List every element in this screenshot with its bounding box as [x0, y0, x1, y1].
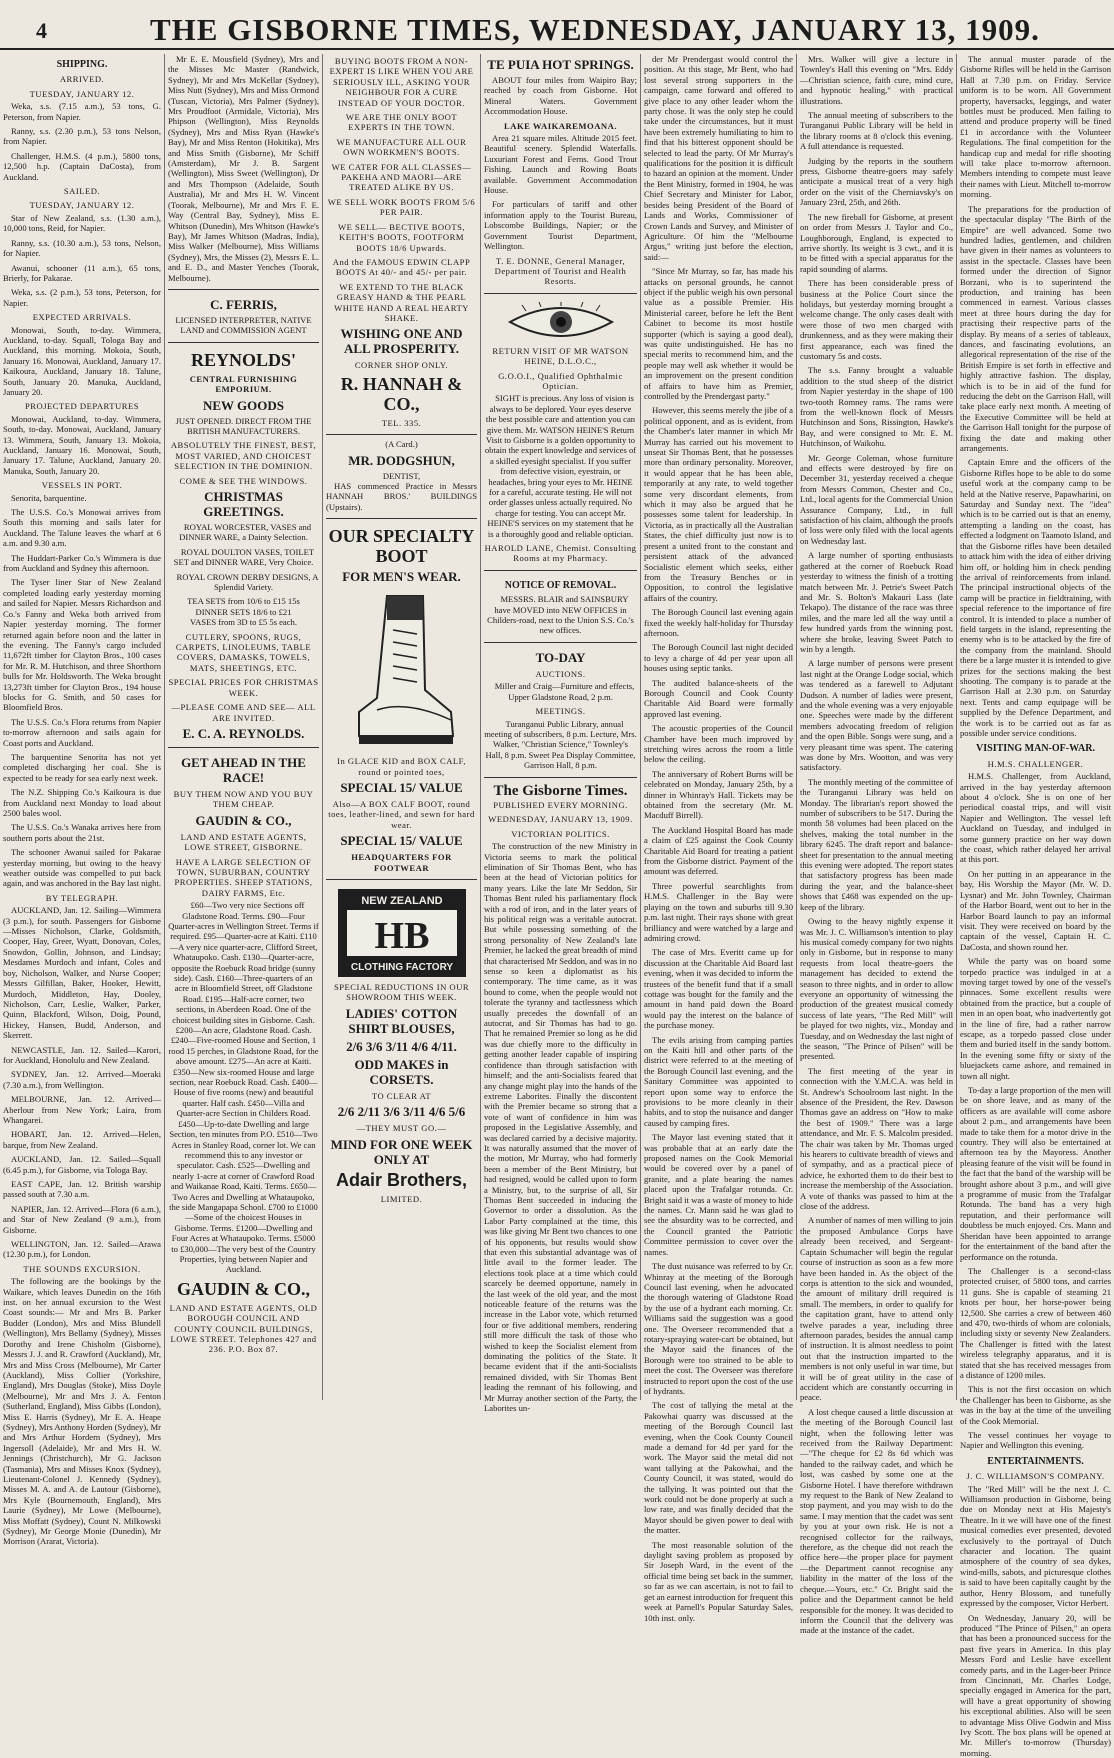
paragraph: Judging by the reports in the southern press, Gisborne theatre-goers may safely anticipate a musical treat of a very high order on the visit of the Cherniavsky's on January 23rd, 25th, and 26th.: [800, 156, 953, 208]
boot-specialty-ad: [326, 518, 477, 873]
ad-heading: C. FERRIS,: [168, 297, 319, 312]
ad-text: Area 21 square miles. Altitude 2015 feet. Beautiful scenery. Splendid Waterfalls. Luxuriant Forest and Ferns. Good Trout Fishing. Launch and Rowing Boats available. Government Accommodation House.: [484, 133, 637, 195]
ad-heading: Adair Brothers,: [326, 1170, 477, 1190]
boot-ad-text: WE CATER FOR ALL CLASSES—PAKEHA AND MAORI—ARE TREATED ALIKE BY US.: [326, 162, 477, 193]
ad-text: COME & SEE THE WINDOWS.: [168, 476, 319, 486]
paragraph: Mr E. E. Mousfield (Sydney), Mrs and the Misses Mc Master (Randwick, Sydney), Mr and Mrs McKellar (Sydney), Miss Nutt (Sydney), Mrs and Miss Ormond (Tuscan, Victoria), Mrs Palmer (Sydney), Mrs Proudfoot (Armidale, Victoria), Mrs Phipson (Wellington), Miss Reynolds (Sydney), Mrs and Miss Ryan (Hawke's Bay), Mr and Miss Renton (Hokitika), Mrs and Miss Smith (Gisborne), Mr Schiff (Amsterdam), Mr J. B. Sargent (Wellington), Miss Sweet (Wellington), Dr and Mrs Thompson (Adelaide, South Australia), Mr and Mrs H. W. Vincent (Toorak, Melbourne), Mr and Mrs F. E. Way (Central Bay, Sydney), Miss E. Whitson (Dunedin), Mrs Whitson (Hawke's Bay), Mr James Whitson (Madras, India), Miss Walker (Melbourne), Miss Williams (Sydney), Mrs, the Misses (2), Messrs E. L. and E. D., and Master Yenches (Toorak, Melbourne).: [168, 54, 319, 283]
ad-text: ROYAL DOULTON VASES, TOILET SET and DINNER WARE, Very Choice.: [168, 547, 319, 568]
paragraph: A lost cheque caused a little discussion at the meeting of the Borough Council last night, when the following letter was received from the Railway Department:—"The cheque for £2 8s 6d which was handed to the railway cadet, and which he lost, was cashed by some one at the Gisborne Hotel. I have therefore withdrawn my request to the Bank of New Zealand to stop payment, and you may wish to do the same. I may mention that the cadet was sent by you at your own risk. He is not a recognised collector for the railways, therefore, as the cheque did not reach the office here—the proper place for payment—the Department cannot recognise any liability in the matter of the loss of the cheque.—Yours, etc." Cr. Bright said the police and the Department cannot be held responsible for the money. It was decided to inform the Council that the delivery was made at the instance of the cadet.: [800, 1407, 953, 1636]
reynolds-ad: [168, 342, 319, 741]
paragraph: The audited balance-sheets of the Borough Council and Cook County Charitable Aid Board were formally approved last evening.: [644, 678, 793, 720]
listing-text: Turanganui Public Library, annual meeting of subscribers, 8 p.m. Lecture, Mrs. Walker, "Christian Science," Townley's Hall, 8 p.m. Sweet Pea Display Committee, Garrison Hall, 8 p.m.: [484, 719, 637, 771]
column-local-news-1: [641, 54, 796, 1402]
editorial-subtitle: PUBLISHED EVERY MORNING.: [484, 800, 637, 810]
paragraph: WELLINGTON, Jan. 12. Sailed—Arawa (12.30 p.m.), for London.: [3, 1239, 161, 1260]
section-heading: SHIPPING.: [3, 60, 161, 70]
ad-heading: E. C. A. REYNOLDS.: [168, 726, 319, 741]
paragraph: The anniversary of Robert Burns will be celebrated on Monday, January 25th, by a dinner in Whinray's Hall. Tickets may be obtained from the secretary (Mr. M. Macduff Birrell).: [644, 769, 793, 821]
ad-text: G.O.O.I., Qualified Ophthalmic Optician.: [484, 371, 637, 392]
paragraph: HOBART, Jan. 12. Arrived—Helen, barque, from New Zealand.: [3, 1129, 161, 1150]
ad-text: BUY THEM NOW AND YOU BUY THEM CHEAP.: [168, 789, 319, 810]
paragraph: The Borough Council last evening again fixed the weekly half-holiday for Thursday afternoon.: [644, 607, 793, 638]
ad-text: HAVE A LARGE SELECTION OF TOWN, SUBURBAN, COUNTRY PROPERTIES. SHEEP STATIONS, DAIRY FARMS, Etc.: [168, 857, 319, 899]
paragraph: EAST CAPE, Jan. 12. British warship passed south at 7.30 a.m.: [3, 1179, 161, 1200]
listing-subheading: AUCTIONS.: [484, 669, 637, 679]
paragraph: Weka, s.s. (2 p.m.), 53 tons, Peterson, for Napier.: [3, 287, 161, 308]
paragraph: The case of Mrs. Everitt came up for discussion at the Charitable Aid Board last evening, when it was decided to inform the trustees of the benefit fund that if a small cottage was bought for the family and the amount in hand paid down the Board would pay the interest on the balance of the purchase money.: [644, 947, 793, 1030]
paragraph: The U.S.S. Co.'s Monowai arrives from South this morning and sails later for Auckland. The Talune leaves the wharf at 6 a.m. and 9.30 a.m.: [3, 507, 161, 549]
ad-subheading: FOR MEN'S WEAR.: [326, 569, 477, 584]
column-notices-editorial: [481, 54, 640, 1402]
subheading: EXPECTED ARRIVALS.: [3, 312, 161, 322]
paragraph: The barquentine Senorita has not yet completed discharging her coal. She is expected to be ready for sea early next week.: [3, 752, 161, 783]
ad-signature: T. E. DONNE, General Manager, Department of Tourist and Health Resorts.: [484, 256, 637, 287]
boot-ad-text: WE ARE THE ONLY BOOT EXPERTS IN THE TOWN.: [326, 112, 477, 133]
boot-ad-text: WE MANUFACTURE ALL OUR OWN WORKMEN'S BOOTS.: [326, 137, 477, 158]
subheading: J. C. WILLIAMSON'S COMPANY.: [960, 1471, 1111, 1481]
paragraph: This is not the first occasion on which the Challenger has been to Gisborne, as she was in the bay at the time of the unveiling of the Cook Memorial.: [960, 1384, 1111, 1426]
clothing-factory-ad: [326, 879, 477, 1204]
paragraph: On Wednesday, January 20, will be produced "The Prince of Pilsen," an opera that has been a pronounced success for the past five years in America. In this play Messrs Ford and Leslie have excellent comedy parts, and in the Lager-beer Prince from Cincinnati, Mr. Charles Lodge, specially engaged in America for the part, will have a great opportunity of showing his exceptional abilities. Also will be seen to advantage Miss Olive Godwin and Miss Ivy Scott. The box plans will be opened at Mr. Miller's to-morrow (Thursday) morning.: [960, 1613, 1111, 1758]
paragraph: The "Red Mill" will be the next J. C. Williamson production in Gisborne, being due on Monday next at His Majesty's Theatre. In it we will have one of the finest musical comedies ever presented, devoted exclusively to the portrayal of Dutch character and location. The quaint atmosphere of the country of sea dykes, wind-mills, sabots, and picturesque clothes is said to have been capitally caught by the author, Henry Blossom, and tunefully expressed by the composer, Victor Herbert.: [960, 1484, 1111, 1609]
paragraph: The vessel continues her voyage to Napier and Wellington this evening.: [960, 1430, 1111, 1451]
editorial-nameplate: [484, 777, 637, 825]
paragraph: To-day a large proportion of the men will be on shore leave, and as many of the officers as are available will come ashore about 2 p.m., and arrangements have been made to take them for a motor drive in the country. They will also be entertained at afternoon tea by the Mayoress. Another pleasing feature of the visit will be found in the fact that the band of the warship will be brought ashore about 3 p.m., and will give a programme of music from the Trafalgar Rotunda. The band has a very high reputation, and their performance will doubtless be much enjoyed. Crs. Mann and Sheridan have been appointed to arrange for the entertainment of the band after the performance on the rotunda.: [960, 1085, 1111, 1262]
paragraph: Weka, s.s. (7.15 a.m.), 53 tons, G. Peterson, from Napier.: [3, 101, 161, 122]
ad-price: TEA SETS from 10/6 to £15 15s: [168, 596, 319, 606]
logo-monogram: HB: [374, 915, 429, 957]
paragraph: A large number of persons were present last night at the Orange Lodge social, which was tendered as a farewell to Adjutant Dudson. A number of ladies were present, and the whole evening was a very enjoyable one. Speeches were made by the different members advocating freedom of religion and the open Bible. Songs were sung, and a very pleasant time was spent. The catering was done by Mrs. Wootton, and was very satisfactory.: [800, 658, 953, 772]
ad-text: In GLACE KID and BOX CALF, round or pointed toes,: [326, 756, 477, 777]
ad-text: SPECIAL REDUCTIONS IN OUR SHOWROOM THIS WEEK.: [326, 982, 477, 1003]
paragraph: There has been considerable press of business at the Police Court since the holidays, but yesterday morning brought a welcome change. The only cases dealt with were those of two men charged with drunkenness, and as they were making their first appearance, each was fined the customary 5s and costs.: [800, 278, 953, 361]
paragraph: The U.S.S. Co.'s Flora returns from Napier to-morrow afternoon and sails again for Coast ports and Auckland.: [3, 717, 161, 748]
paragraph: The dust nuisance was referred to by Cr. Whinray at the meeting of the Borough Council last evening, when he advocated the thorough watering of Gladstone Road by the use of a hydrant each morning. Cr. Williams said the suggestion was a good one. The Overseer recommended that a rotary-spraying water-cart be obtained, but the Mayor said the finances of the Borough were too strained to be able to meet the cost. The Overseer was therefore instructed to report upon the cost of the use of hydrants.: [644, 1261, 793, 1396]
ad-listing: £60—Two very nice Sections off Gladstone Road. Terms. £90—Four Quarter-acres in Wellington Street. Terms if required. £95—Quarter-acre at Kaiti. £110—A very nice quarter-acre, Clifford Street, Whataupoko. Cash. £130—Quarter-acre, opposite the Roebuck Road bridge (sunny side). Cash. £160—Three-quarters of an acre in Bloomfield Street, off Gladstone Road. £195—Half-acre corner, two sections, in Aberdeen Road. One of the choicest building sites in Gisborne. Cash. £200—An acre, Gladstone Road. Cash. £240—Five-roomed House and Section, 1 rood 15 perches, in Gladstone Road, for the above amount. £275—An acre at Kaiti. £350—New six-roomed House and large section, near Roebuck Road. Cash. £400—House of five rooms (new) and beautiful quarter. Half cash. £450—Villa and Quarter-acre Section in Childers Road. £450—Up-to-date Dwelling and large Section, ten minutes from P.O. £510—Two Acres in Stanley Road, corner lot. We can recommend this to any investor or speculator. Cash. £525—Dwelling and nearly 1-acre at corner of Crawford Road and Waikanae Road, Kaiti. Terms. £650—Two Acres and Dwelling at Whataupoko, the side Mangapapa School. £700 to £1000—Some of the choicest Houses in Gisborne. Terms. £1200—Dwelling and Four Acres at Whataupoko. Terms. £5000 to £30,000—The very best of the Country Properties, lying between Napier and Auckland.: [168, 900, 319, 1275]
ad-heading: CHRISTMAS GREETINGS.: [168, 489, 319, 519]
paragraph: Senorita, barquentine.: [3, 493, 161, 503]
ad-heading: GET AHEAD IN THE RACE!: [168, 755, 319, 785]
ad-heading: LAKE WAIKAREMOANA.: [484, 121, 637, 131]
notice-text: MESSRS. BLAIR and SAINSBURY have MOVED into NEW OFFICES in Childers-road, next to the Union S.S. Co.'s new offices.: [484, 594, 637, 636]
paragraph: SYDNEY, Jan. 12. Arrived—Moeraki (7.30 a.m.), from Wellington.: [3, 1069, 161, 1090]
editorial-title: The Gisborne Times.: [484, 786, 637, 796]
ad-price: SPECIAL 15/ VALUE: [326, 780, 477, 795]
newspaper-title: THE GISBORNE TIMES, WEDNESDAY, JANUARY 13, 1909.: [150, 12, 1040, 48]
ad-text: ABSOLUTELY THE FINEST, BEST, MOST VARIED, AND CHOICEST SELECTION IN THE DOMINION.: [168, 440, 319, 471]
ad-price: 2/6 3/6 3/11 4/6 4/11.: [326, 1039, 477, 1054]
listing-heading: TO-DAY: [484, 650, 637, 665]
boot-ad-text: WE SELL WORK BOOTS FROM 5/6 PER PAIR.: [326, 197, 477, 218]
ad-text: CUTLERY, SPOONS, RUGS, CARPETS, LINOLEUMS, TABLE COVERS, DAMASKS, TOWELS, MATS, SHEETINGS, ETC.: [168, 632, 319, 674]
paragraph: AUCKLAND, Jan. 12. Sailing—Wimmera (3 p.m.), for south. Passengers for Gisborne—Misses Nicholson, Clarke, Goldsmith, Cooper, Hay, Greer, Wyatt, Donovan, Coles, Snowdon, Gollin, Johnson, and Lindsay; Mesdames Murdoch and infant, Coles and boy, Nicholson, Walker, and Nurse Cooper; Messrs Gilfillan, Baker, Hooker, Hewitt, Murdoch, Middleton, Hay, Dooley, Nicholson, Carr, Leslie, Walker, Parker, Quinn, Blackford, Wilson, Doig, Pound, Hickey, Hansen, Budd, Anderson, and Skerrett.: [3, 905, 161, 1040]
boot-ad-text: WE EXTEND TO THE BLACK GREASY HAND & THE PEARL WHITE HAND A REAL HEARTY SHAKE.: [326, 282, 477, 324]
paragraph: AUCKLAND, Jan. 12. Sailed—Squall (6.45 p.m.), for Gisborne, via Tologa Bay.: [3, 1154, 161, 1175]
subheading: H.M.S. CHALLENGER.: [960, 759, 1111, 769]
boot-ad-text: BUYING BOOTS FROM A NON-EXPERT IS LIKE WHEN YOU ARE SERIOUSLY ILL, ASKING YOUR NEIGHBOUR FOR A CURE INSTEAD OF YOUR DOCTOR.: [326, 56, 477, 108]
ad-subheading: CENTRAL FURNISHING EMPORIUM.: [168, 374, 319, 395]
notice-heading: NOTICE OF REMOVAL.: [484, 581, 637, 591]
ad-text: CORNER SHOP ONLY.: [326, 360, 477, 370]
masthead: [0, 0, 1114, 50]
ad-text: TO CLEAR AT: [326, 1091, 477, 1101]
article-heading: VICTORIAN POLITICS.: [484, 829, 637, 839]
ad-text: LIMITED.: [326, 1194, 477, 1204]
subheading: BY TELEGRAPH.: [3, 893, 161, 903]
paragraph: The most reasonable solution of the daylight saving problem as proposed by Sir Joseph Ward, in the event of the official time being set back in the summer, so far as we can ascertain, is not to fail to get an earnest introduction for frequent this week at Parnell's Popular Saturday Sales, 10th inst. only.: [644, 1540, 793, 1623]
ad-heading: RETURN VISIT OF MR WATSON HEINE, D.L.O.C.,: [484, 346, 637, 367]
subheading: THE SOUNDS EXCURSION.: [3, 1264, 161, 1274]
optician-ad: [484, 293, 637, 564]
paragraph: Star of New Zealand, s.s. (1.30 a.m.), 10,000 tons, Reid, for Napier.: [3, 213, 161, 234]
ad-price: 2/6 2/11 3/6 3/11 4/6 5/6: [326, 1104, 477, 1119]
ad-heading: REYNOLDS': [168, 350, 319, 370]
listing-subheading: MEETINGS.: [484, 706, 637, 716]
listing-text: Miller and Craig—Furniture and effects, Upper Gladstone Road, 2 p.m.: [484, 681, 637, 702]
boot-ad-text: And the FAMOUS EDWIN CLAPP BOOTS At 40/- and 45/- per pair.: [326, 257, 477, 278]
ferris-ad: [168, 289, 319, 336]
paragraph: The cost of tallying the metal at the Pakowhai quarry was discussed at the meeting of the Borough Council last evening, when the Cook County Council made a demand for 4d per yard for the work. The Mayor said the metal did not want tallying at the Pakowhai, and the County Council, it was stated, would do the tallying. It was pointed out that the work could not be done properly at such a low rate, and was finally decided that the Mayor should be given power to deal with the matter.: [644, 1400, 793, 1535]
ad-text: LAND AND ESTATE AGENTS, LOWE STREET, GISBORNE.: [168, 832, 319, 853]
paragraph: The Tyser liner Star of New Zealand completed loading early yesterday morning and sailed for Napier. Messrs Richardson and Co.'s Fanny and Weka both arrived from Napier yesterday morning. The former returned again before noon and the latter in the evening. The Fanny's cargo included 11,672ft timber for Clayton Bros., 100 cases for Mr. R. M. Hutchison, and three Shorthorn bulls for Mr. Holdsworth. The Weka brought 13,273ft timber for Clayton Bros., 194 house blocks for G. Smith, and 50 cases for Bloomfield Bros.: [3, 577, 161, 712]
paragraph: The first meeting of the year in connection with the Y.M.C.A. was held in St. Andrew's Schoolroom last night. In the absence of the President, the Rev. Dawson Thomas gave an address on "How to make the best of 1909." There was a large attendance, and Mr. F. S. Malcolm presided. The chair was taken by Mr. Thomas urged his hearers to cultivate breadth of views and of sympathy, and as a practical piece of advice, he exhorted them to do their best to increase the membership of the Association. A vote of thanks was passed to him at the close of the address.: [800, 1066, 953, 1212]
ad-text: ROYAL WORCESTER, VASES and DINNER WARE, a Dainty Selection.: [168, 522, 319, 543]
ad-text: (A Card.): [326, 439, 477, 449]
ad-heading: WISHING ONE AND ALL PROSPERITY.: [326, 326, 477, 356]
ad-text: LAND AND ESTATE AGENTS, OLD BOROUGH COUNCIL AND COUNTY COUNCIL BUILDINGS, LOWE STREET. Telephones 427 and 236. P.O. Box 87.: [168, 1303, 319, 1355]
paragraph: A large number of sporting enthusiasts gathered at the corner of Roebuck Road yesterday to witness the finish of a trotting match between Mr. J. Petrie's Sweet Patch and Mr. S. Bolton's Makauri Lass (late Tekapo). The distance of the race was three miles, and the mare led all the way until a few hundred yards from the winning post, where she broke, leaving Sweet Patch to win by a length.: [800, 550, 953, 654]
paragraph: A number of names of men willing to join the proposed Ambulance Corps have already been received, and Sergeant-Captain Schumacher will begin the regular course of instruction as soon as a few more have been handed in. As the object of the corps is attention to the sick and wounded, the amount of military drill required is small. The members, in order to qualify for the capitation grant, have to attend only twelve parades a year, including three afternoon parades, besides the annual camp of instruction. It is almost needless to point out that the instruction imparted to the members is not only useful in war time, but it will be of great utility in the case of accident which are constantly occurring in peace.: [800, 1215, 953, 1402]
paragraph: The Auckland Hospital Board has made a claim of £25 against the Cook County Charitable Aid Board for treating a patient from the Gisborne district. Payment of the amount was deferred.: [644, 825, 793, 877]
paragraph: The Borough Council last night decided to levy a charge of 4d per year upon all houses using septic tanks.: [644, 642, 793, 673]
boot-ad-text: WE SELL— BECTIVE BOOTS, KEITH'S BOOTS, FOOTFORM BOOTS 18/6 Upwards.: [326, 222, 477, 253]
ad-text: —PLEASE COME AND SEE— ALL ARE INVITED.: [168, 702, 319, 723]
paragraph: The annual muster parade of the Gisborne Rifles will be held in the Garrison Hall at 7.30 p.m. on Friday. Service uniform is to be worn. All Government property, haversacks, leggings, and water bottles must be produced. Men failing to attend and produce property will be fined £1 in accordance with the Volunteer Regulations. The final competition for the handicap cup and medal for rifle shooting will take place to-morrow afternoon. Members intending to compete must leave their names with Lieut. Mitchell to-morrow morning.: [960, 54, 1111, 200]
paragraph: der Mr Prendergast would control the position. At this stage, Mr Bent, who had lost several strong supporters in the campaign, came forward and offered to give place to any other leader whom the party chose. It was the only step he could take under the circumstances, but it must have been extremely humiliating to him to find that his bitterest opponent should be selected to lead the party. Of Mr Murray's qualifications for the position it is difficult to hazard an opinion at the moment. Under the Bent Ministry, formed in 1904, he was Chief Secretary and Minister for Labor, besides being President of the Board of Lands and Works, Commissioner of Crown Lands and Survey, and Minister of Agriculture. Of him the "Melbourne Argus," writing just before the election, said:—: [644, 54, 793, 262]
page-number: 4: [36, 18, 47, 44]
paragraph: The construction of the new Ministry in Victoria seems to mark the political elimination of Sir Thomas Bent, who has been at the head of Victorian politics for many years. Like the late Mr Seddon, Sir Thomas Bent ruled his parliamentary flock with a rod of iron, and in the later years of his political reign was a veritable autocrat. But while possessing something of the strong personality of New Zealand's late Premier, he lacked the great breadth of mind that characterised Mr Seddon, and was in no sense so keen a diplomatist as his contemporary. The time came, as it was bound to come, when the people would not tolerate the tyranny and tactlessness which usually precedes the downfall of an autocrat, and Sir Thomas has had to go. That he remained Premier so long as he did was due chiefly more to the difficulty in getting another leader capable of inspiring confidence than through satisfaction with himself; and the anti-Socialists feared that any change might play into the hands of the extreme Laborites. Finally the discontent with the Premier became so strong that a vote of want of confidence in him was proposed in the Legislative Assembly, and was declared carried by a decisive majority. It was naturally assumed that the mover of the motion, Mr Murray, who had formerly been a member of the Bent Ministry, but had resigned, would be called upon to form a Ministry, but, to the surprise of all, Sir Thomas Bent succeeded in inducing the Governor to order a dissolution. As the Labor Party complained at the time, this was like giving Mr Bent two chances to one of his opponents, but results would show that even this substantial advantage was of little avail to the former leader. The elections took place at a time which could scarcely be deemed opportune, namely in the last week of the old year, and the most noticeable feature of the returns was the increase in the Labor vote, which returned four or five additional members, rendering still more difficult the task of those who wished to keep the Socialist element from dominating the politics of the State. It became evident that if the anti-Socialists remained divided, with Sir Thomas Bent leading the remnant of his following, and Mr Murray another section of the Party, the Laborites un-: [484, 841, 637, 1413]
column-shipping: [0, 54, 164, 1402]
paragraph: The schooner Awanui sailed for Pakarae yesterday morning, but owing to the heavy weather outside was compelled to put back again, and was anchored in the Bay last night.: [3, 847, 161, 889]
paragraph: The monthly meeting of the committee of the Turanganui Library was held on Monday. The librarian's report showed the number of subscribers to be 517. During the month 58 volumes had been placed on the shelves, making the total number in the library 6245. The draft report and balance-sheet for presentation to the annual meeting this evening were adopted. The report states that satisfactory progress has been made during the year, and the balance-sheet shows that £468 was expended on the up-keep of the library.: [800, 777, 953, 912]
paragraph: Mr. George Coleman, whose furniture and effects were destroyed by fire on December 31, yesterday received a cheque from Messrs Common, Chester and Co., Ltd., local agents for the Commercial Union Assurance Company, Ltd., in full satisfaction of his claim, although the proofs of loss were only filed with the local agents on Wednesday last.: [800, 453, 953, 547]
ad-signature: HAROLD LANE, Chemist. Consulting Rooms at my Pharmacy.: [484, 543, 637, 564]
ad-heading: ODD MAKES in CORSETS.: [326, 1057, 477, 1087]
ad-heading: R. HANNAH & CO.,: [326, 374, 477, 414]
ad-text: Also—A BOX CALF BOOT, round toes, leather-lined, and sewn for hard wear.: [326, 799, 477, 830]
paragraph: While the party was on board some torpedo practice was indulged in at a moving target towed by one of the vessel's pinnaces. Some excellent results were obtained from the practice, but a couple of men in an open boat, who inadvertently got in the line of fire, had a rather narrow escape, as a torpedo passed close under them and buried itself in the sandy bottom. In the evening some fifty or sixty of the bluejackets came ashore, and remained in town all night.: [960, 956, 1111, 1081]
paragraph: The Challenger is a second-class protected cruiser, of 5800 tons, and carries 11 guns. She is capable of steaming 21 knots per hour, her horse-power being 12,500. She carries a crew of between 460 and 470, two-thirds of whom are colonials, including sixty or seventy New Zealanders. The Challenger is fitted with the latest wireless telegraphy apparatus, and it is stated that she has received messages from a distance of 1200 miles.: [960, 1266, 1111, 1380]
ad-text: TEL. 335.: [326, 418, 477, 428]
ad-heading: LADIES' COTTON SHIRT BLOUSES,: [326, 1006, 477, 1036]
ad-heading: OUR SPECIALTY BOOT: [326, 526, 477, 566]
gaudin-ad: [168, 747, 319, 1355]
paragraph: The annual meeting of subscribers to the Turanganui Public Library will be held in the library rooms at 8 o'clock this evening. A full attendance is requested.: [800, 110, 953, 152]
paragraph: Ranny, s.s. (2.30 p.m.), 53 tons Nelson, from Napier.: [3, 126, 161, 147]
paragraph: "Since Mr Murray, so far, has made his attacks on personal grounds, he cannot object if the public weigh his own personal value as a possible Premier. His Ministerial career, before he left the Bent Cabinet to become its most hostile supporter (which is saying a good deal), was quite undistinguished. He has no special merits to recommend him, and the people may well ask whether it would be an improvement on the present condition of affairs to have him as Premier, controlled by the Prendergast party.": [644, 266, 793, 401]
paragraph: Captain Emre and the officers of the Gisborne Rifles hope to be able to do some useful work at the company camp to be held at the Native reserve, Papawharini, on Saturday and Sunday next. The "idea" which is to be carried out is that an enemy, attempting a landing on the coast, has effected a lodgment on Taamoto Island, and that the Gisborne rifles have been detailed to attack him with the idea of either driving him off, or holding him in check pending the arrival of reinforcements from inland. The principal instructional objects of the camp will be practice in fieldtraining, with special reference to the importance of fire control. It is intended to place a number of field targets in the island, representing the enemy who is to be attacked by the fire of the company from the mainland. Should there be a large muster it is intended to give prizes for the sections making the best shooting. The company is to parade at the Garrison Hall at 2.30 p.m. on Saturday next. Tents and camp equipage will be supplied by the Defence Department, and the work is to be carried out as far as possible under service conditions.: [960, 457, 1111, 738]
paragraph: However, this seems merely the jibe of a political opponent, and as is evident, from the Chamber's later manner in which Mr Murray has carried out his movement to unseat Sir Thomas Bent, that he possesses more than ordinary personality. Moreover, it would appear that he has been able, temporarily at any rate, to weld together some very discordant elements, from which it may also be argued that he possesses some talent for leadership. In Victoria, as in practically all the Australian States, the chief difficulty just now is to present a united front to the constant and persistent attack of the advanced Socialistic element which seeks, either from the Treasury Benches or in Opposition, to control the legislative affairs of the country.: [644, 405, 793, 603]
paragraph: H.M.S. Challenger, from Auckland, arrived in the bay yesterday afternoon about 4 o'clock. She is on one of her periodical coastal trips, and will visit Napier and Wellington. The vessel left Auckland on Tuesday, and indulged in some gunnery practice on her way down the coast, which rather delayed her arrival at this port.: [960, 771, 1111, 865]
ad-heading: GAUDIN & CO.,: [168, 813, 319, 828]
ad-text: LICENSED INTERPRETER, NATIVE LAND and COMMISSION AGENT: [168, 315, 319, 336]
removal-notice: [484, 570, 637, 636]
ad-heading: TE PUIA HOT SPRINGS.: [484, 57, 637, 72]
logo-text-top: NEW ZEALAND: [361, 895, 442, 907]
ad-text: SIGHT is precious. Any loss of vision is always to be deplored. Your eyes deserve the best possible care and attention you can give them. Mr. WATSON HEINE'S Return Visit to Gisborne is a golden opportunity to obtain the expert knowledge and services of a skilled eyesight specialist. If you suffer from defective vision, eyestrain, or headaches, bring your eyes to Mr. HEINE for a careful, accurate testing. He will not order glasses unless actually required. No charge for testing. You can accept Mr. HEINE'S services on my statement that he is a thoroughly good and reliable optician.: [484, 393, 637, 539]
paragraph: The acoustic properties of the Council Chamber have been much improved by stretching wires across the room a little below the ceiling.: [644, 723, 793, 765]
subheading: PROJECTED DEPARTURES: [3, 401, 161, 411]
paragraph: On her putting in an appearance in the bay, His Worship the Mayor (Mr. W. D. Lysnar) and Mr. John Townley, Chairman of the Harbor Board, went out to her in the Harbor Board launch to pay an informal visit. They were received on board by the captain of the vessel, Captain H. C. DaCosta, and shown round her.: [960, 869, 1111, 952]
dateline: TUESDAY, JANUARY 12.: [3, 89, 161, 99]
paragraph: NAPIER, Jan. 12. Arrived—Flora (6 a.m.), and Star of New Zealand (9 a.m.), from Gisborne.: [3, 1204, 161, 1235]
nz-clothing-factory-logo: [337, 888, 467, 978]
paragraph: NEWCASTLE, Jan. 12. Sailed—Karori, for Auckland, Honolulu and New Zealand.: [3, 1045, 161, 1066]
dateline: TUESDAY, JANUARY 12.: [3, 200, 161, 210]
ad-text: HAS commenced Practice in Messrs HANNAH BROS.' BUILDINGS (Upstairs).: [326, 481, 477, 512]
paragraph: Mrs. Walker will give a lecture in Townley's Hall this evening on "Mrs. Eddy—Christian science, faith cure, mind cure, and hypnotic healing," with practical illustrations.: [800, 54, 953, 106]
column-advertisements-2: [323, 54, 480, 1402]
subheading: SAILED.: [3, 186, 161, 196]
subheading: VESSELS IN PORT.: [3, 480, 161, 490]
paragraph: Ranny, s.s. (10.30 a.m.), 53 tons, Nelson, for Napier.: [3, 238, 161, 259]
ad-text: JUST OPENED. DIRECT FROM THE BRITISH MANUFACTURERS.: [168, 416, 319, 437]
today-listing: [484, 642, 637, 771]
logo-text-bottom: CLOTHING FACTORY: [350, 962, 453, 973]
subheading: ARRIVED.: [3, 74, 161, 84]
column-advertisements-1: [165, 54, 322, 1402]
paragraph: The U.S.S. Co.'s Wanaka arrives here from southern ports about the 21st.: [3, 822, 161, 843]
paragraph: Awanui, schooner (11 a.m.), 65 tons, Brierly, for Pakarae.: [3, 263, 161, 284]
paragraph: The preparations for the production of the spectacular display "The Birth of the Empire" are well advanced. Some two hundred ladies, gentlemen, and children have given in their names as volunteers to assist in the spectacle. Classes have been formed under the direction of Signor Borzani, who is to superintend the production, and training has been commenced in earnest. Various classes meet at three hours during the day for practising their respective parts of the display. By means of a series of tableaux, dances, and fascinating evolutions, an allegorical representation of the rise of the British Empire is set forth in effective and highly attractive fashion. The display, which is to be in aid of the fund for reducing the debt on the Garrison Hall, will take place early next month. A meeting of the Executive Committee will be held at the Garrison Hall tonight for the purpose of fixing the date and making other arrangements.: [960, 204, 1111, 454]
paragraph: Challenger, H.M.S. (4 p.m.), 5800 tons, 12,500 h.p. (Captain DaCosta), from Auckland.: [3, 151, 161, 182]
paragraph: Owing to the heavy nightly expense it was Mr. J. C. Williamson's intention to play his musical comedy company for two nights only in Gisborne, but in response to many requests from local theatre-goers the management has decided to extend the season to three nights, and in order to allow everyone an opportunity of witnessing the production of the greatest musical comedy success of late years, "The Red Mill" will be played for two nights, viz., Monday and Tuesday, and on Wednesday the last night of the season, "The Prince of Pilsen" will be presented.: [800, 916, 953, 1062]
ad-heading: GAUDIN & CO.,: [168, 1279, 319, 1299]
paragraph: Three powerful searchlights from H.M.S. Challenger in the Bay were playing on the town and suburbs till 9.30 p.m. last night. Their rays shone with great brilliancy and were watched by a large and admiring crowd.: [644, 881, 793, 943]
ad-text: ABOUT four miles from Waipiro Bay; reached by coach from Gisborne. Hot Mineral Waters. Government Accommodation House.: [484, 75, 637, 117]
paragraph: The Mayor last evening stated that it was probable that at an early date the proposed names on the Cook Memorial would be covered over by a panel of granite, and a plate bearing the names placed upon the Trafalgar rotunda. Cr. Bright said it was a waste of money to hide the names. Cr. Mann said he was glad to see the absurdity was to be corrected, and the Council granted the Patriotic Committee permission to cover over the names.: [644, 1132, 793, 1257]
ad-price: DINNER SETS 18/6 to £21: [168, 607, 319, 617]
ad-text: For particulars of tariff and other information apply to the Tourist Bureau, Lobscombe Buildings, Napier; or the Government Tourist Department, Wellington.: [484, 199, 637, 251]
column-local-news-2: [797, 54, 956, 1402]
paragraph: The Huddart-Parker Co.'s Wimmera is due from Auckland and Sydney this afternoon.: [3, 553, 161, 574]
section-heading: VISITING MAN-OF-WAR.: [960, 744, 1111, 754]
paragraph: The following are the bookings by the Waikare, which leaves Dunedin on the 16th inst. on her annual excursion to the West Coast sounds:— Mr and Mrs B. Parker Budder (London), Mrs and Miss Blundell (Wellington), Mrs Bellamy (Sydney), Misses Dorothy and Irene Chisholm (Gisborne), Messrs J. J. and R. Crawford (Auckland), Mr, Mrs and Miss Cross (Melbourne), Mr Carter (Auckland), Miss Collier (Yorkshire, England), Mrs Douglas (Stoke), Miss Doyle (Melbourne), Mr and Mrs J. A. Fenton (Sutherland, England), Miss Gibbs (London), Miss E. Harris (Sydney), Mr E. A. Heape (Sydney), Mrs Anthony Horden (Sydney), Mr and Mrs Arthur Hordern (Sydney), Mrs Ingersoll (Adelaide), Mr and Mrs H. W. Jennings (Christchurch), Mr G. Jackson (Tasmania), Mrs and Misses Knox (Sydney), Lieutenant-Colonel J. Kennedy (Sydney), Misses M. A. and A. de Lautour (Gisborne), Mrs Kyle (Bournemouth, England), Mrs Laurie (Sydney), Mr Lowe (Melbourne), Miss Moffatt (Sydney), Count N. Milkowski (Sydney), Mr George Monie (Dunedin), Mr Morrison (Ararat, Victoria).: [3, 1276, 161, 1547]
ad-text: —THEY MUST GO.—: [326, 1123, 477, 1133]
paragraph: Monowai, South, to-day. Wimmera, Auckland, to-day. Squall, Tologa Bay and Auckland, this morning. Mokoia, South, January 16. Monowai, Auckland, January 17. Kaikoura, Auckland, January 18. Talune, South, January 20. Manuka, Auckland, January 20.: [3, 325, 161, 398]
column-local-news-3: [957, 54, 1114, 1402]
ad-heading: NEW GOODS: [168, 398, 319, 413]
dentist-ad: [326, 434, 477, 512]
ad-text: SPECIAL PRICES FOR CHRISTMAS WEEK.: [168, 677, 319, 698]
ad-price: SPECIAL 15/ VALUE: [326, 833, 477, 848]
editorial-date: WEDNESDAY, JANUARY 13, 1909.: [484, 814, 637, 824]
paragraph: Monowai, Auckland, to-day. Wimmera, South, to-day. Monowai, Auckland, January 13. Wimmera, South, January 13. Mokoia, Auckland, January 16. Monowai, South, January 17. Talune, Auckland, January 20. Manuka, South, January 20.: [3, 414, 161, 476]
ad-heading: MIND FOR ONE WEEK ONLY AT: [326, 1137, 477, 1167]
section-heading: ENTERTAINMENTS.: [960, 1457, 1111, 1467]
paragraph: The new fireball for Gisborne, at present on order from Messrs J. Taylor and Co., Loughborough, England, is expected to arrive shortly. Its weight is 3 cwt., and it is to be fitted with a special apparatus for the rapid sounding of alarms.: [800, 212, 953, 274]
boot-illustration: [347, 590, 457, 750]
ad-text: HEADQUARTERS FOR FOOTWEAR: [326, 852, 477, 873]
ad-heading: MR. DODGSHUN,: [326, 453, 477, 468]
ad-price: VASES from 3D to £5 5s each.: [168, 617, 319, 627]
paragraph: The N.Z. Shipping Co.'s Kaikoura is due from Auckland next Monday to load about 2500 bales wool.: [3, 787, 161, 818]
eye-icon: [506, 302, 616, 342]
paragraph: The evils arising from camping parties on the Kaiti hill and other parts of the district were referred to at the meeting of the Borough Council last evening, and the Sanitary Committee was appointed to report upon some way to enforce the provisions to be more cleanly in their habits, and to stop the nuisance and danger caused by camping fires.: [644, 1035, 793, 1129]
paragraph: The s.s. Fanny brought a valuable addition to the stud sheep of the district from Napier yesterday in the shape of 100 two-tooth Romney rams. The rams were from the well-known flock of Messrs Hutchinson and Sons, Rissington, Hawke's Bay, and were consigned to Mr. E. M. Hutchinson, of Waikohu.: [800, 365, 953, 448]
paragraph: MELBOURNE, Jan. 12. Arrived—Aberlour from New York; Laira, from Whangarei.: [3, 1094, 161, 1125]
ad-text: ROYAL CROWN DERBY DESIGNS, A Splendid Variety.: [168, 572, 319, 593]
ad-text: DENTIST,: [326, 471, 477, 481]
